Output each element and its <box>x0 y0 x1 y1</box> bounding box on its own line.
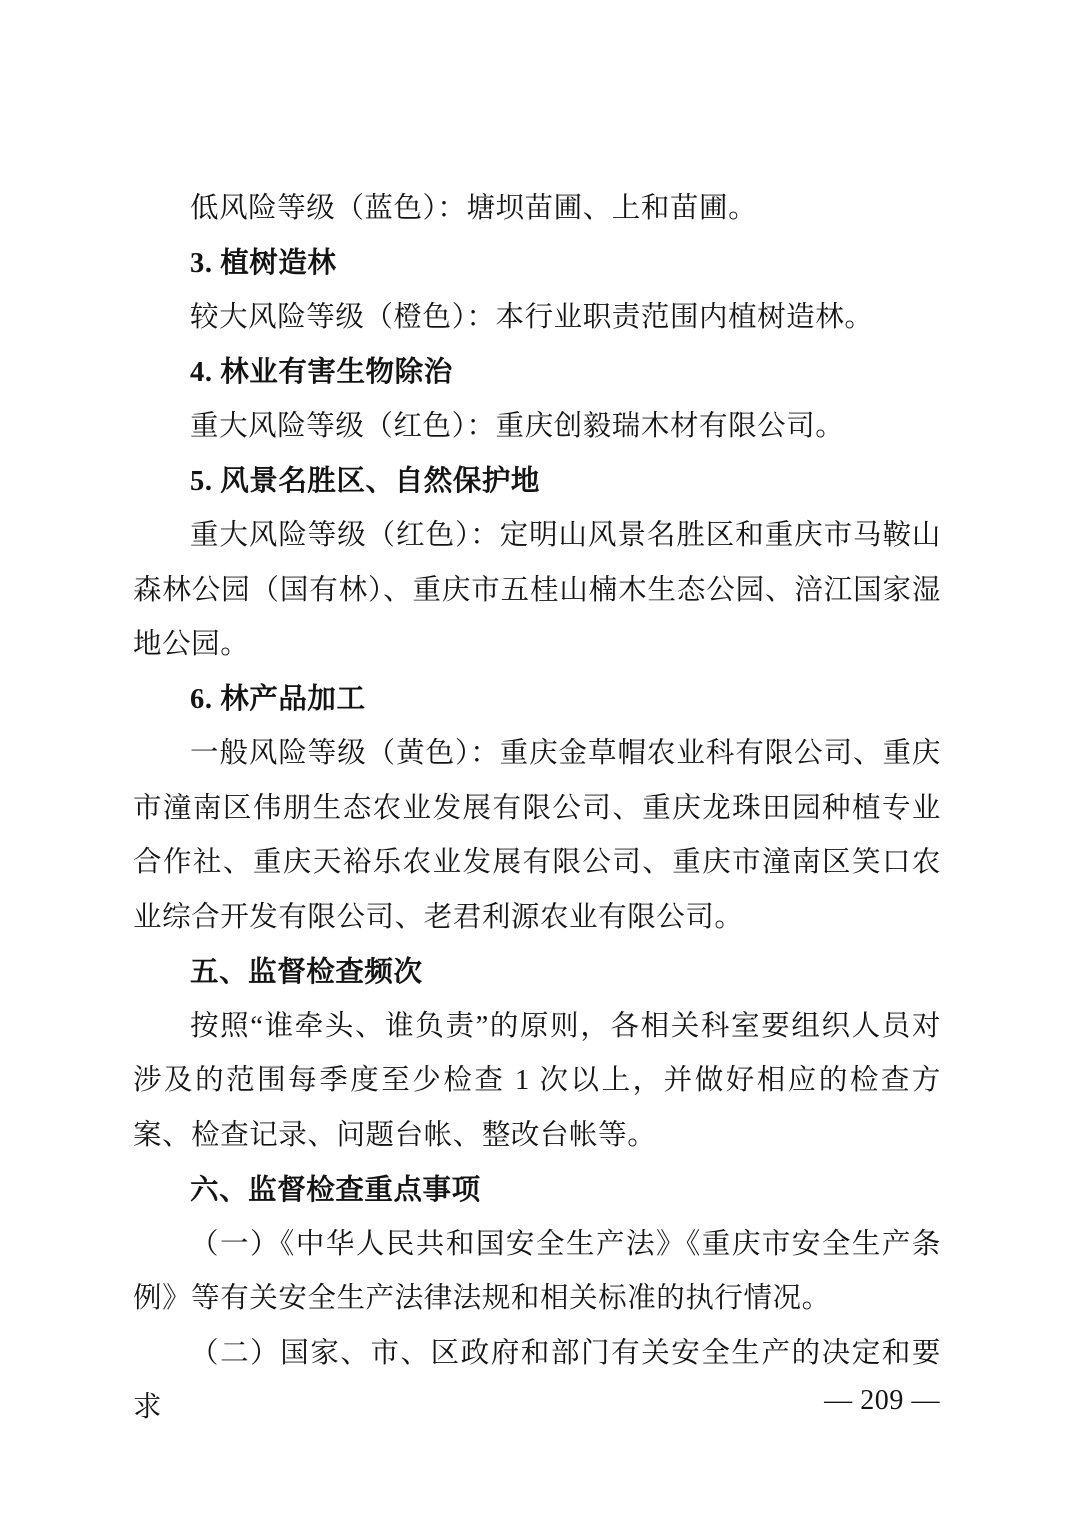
paragraph: （一）《中华人民共和国安全生产法》《重庆市安全生产条例》等有关安全生产法律法规和相关标准的执行情况。 <box>133 1228 941 1314</box>
section-heading: 3. 植树造林 <box>190 247 337 279</box>
section-heading: 五、监督检查频次 <box>190 956 423 988</box>
paragraph: 较大风险等级（橙色）：本行业职责范围内植树造林。 <box>190 302 874 333</box>
paragraph: （二）国家、市、区政府和部门有关安全生产的决定和要求 <box>133 1337 941 1423</box>
paragraph: 重大风险等级（红色）：重庆创毅瑞木材有限公司。 <box>190 411 845 442</box>
paragraph: 按照“谁牵头、谁负责”的原则，各相关科室要组织人员对涉及的范围每季度至少检查 1 次以上，并做好相应的检查方案、检查记录、问题台帐、整改台帐等。 <box>133 1010 941 1151</box>
paragraph: 重大风险等级（红色）：定明山风景名胜区和重庆市马鞍山森林公园（国有林）、重庆市五桂山楠木生态公园、涪江国家湿地公园。 <box>133 520 941 660</box>
document-body <box>133 182 941 1436</box>
section-heading: 5. 风景名胜区、自然保护地 <box>190 465 540 497</box>
section-heading: 六、监督检查重点事项 <box>190 1174 481 1206</box>
section-heading: 4. 林业有害生物除治 <box>190 356 453 388</box>
page-number: — 209 — <box>824 1385 940 1416</box>
paragraph: 一般风险等级（黄色）：重庆金草帽农业科有限公司、重庆市潼南区伟朋生态农业发展有限公司、重庆龙珠田园种植专业合作社、重庆天裕乐农业发展有限公司、重庆市潼南区笑口农业综合开发有限公司、老君利源农业有限公司。 <box>133 738 941 933</box>
paragraph: 低风险等级（蓝色）：塘坝苗圃、上和苗圃。 <box>190 193 758 224</box>
section-heading: 6. 林产品加工 <box>190 683 366 715</box>
